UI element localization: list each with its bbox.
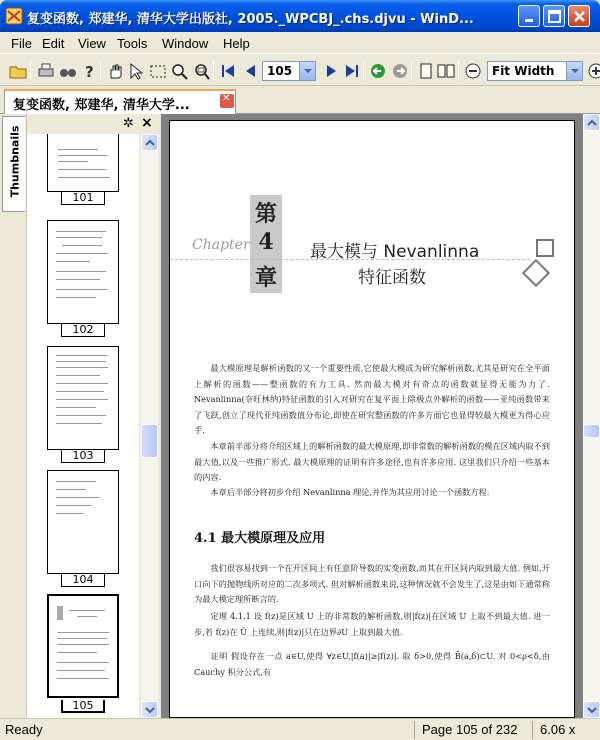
- open-folder-icon[interactable]: [8, 60, 28, 82]
- thumbnails-panel: [27, 114, 161, 718]
- thumbnail-number: 104: [61, 574, 105, 587]
- minimize-button[interactable]: [518, 5, 540, 27]
- paragraph: 本章前半部分将介绍区域上的解析函数的最大模原理,即非常数的解析函数的模在区域内取不到最大值,以及一些推广形式. 最大模原理的证明有许多途径,也有许多应用. 这里我们只介绍一些基本的内容.: [194, 441, 550, 482]
- menu-tools[interactable]: Tools: [117, 36, 148, 51]
- chapter-char: 4: [258, 229, 274, 255]
- thumbnail-number: 103: [61, 450, 105, 463]
- thumbnail-list[interactable]: [27, 134, 139, 718]
- document-tab-label: 复变函数, 郑建华, 清华大学...: [13, 98, 190, 113]
- scrollbar-thumb[interactable]: [583, 424, 600, 438]
- status-bar: [0, 718, 600, 740]
- paragraph: 定理 4.1.1 设 f(z)是区域 U 上的非常数的解析函数,则|f(z)|在区域 U 上取不到最大值. 进一步,若 f(z)在 Ū 上连续,则|f(z)|只在边界∂U 上取到最大值.: [194, 611, 550, 637]
- document-view[interactable]: [161, 114, 583, 718]
- document-page: [169, 120, 575, 718]
- thumbnail-page-101[interactable]: [47, 134, 119, 192]
- status-text: Ready: [5, 722, 43, 737]
- paragraph: 我们很容易找到一个在开区间上有任意阶导数的实变函数,而其在开区间内取到最大值. 例如,开口向下的抛物线所对应的二次多项式. 但对解析函数来说,这种情况就不会发生了,这是由如下通常称为最大模定理所断言的.: [194, 563, 550, 604]
- windjview-app-icon: [5, 7, 23, 25]
- toolbar: [0, 56, 600, 86]
- tab-thumbnails[interactable]: [2, 116, 25, 212]
- menu-bar: [0, 32, 600, 54]
- chapter-number-block: [250, 195, 282, 293]
- scrollbar-thumb[interactable]: [141, 424, 158, 458]
- maximize-button[interactable]: [543, 5, 565, 27]
- back-icon[interactable]: [368, 60, 388, 82]
- menu-file[interactable]: File: [11, 36, 32, 51]
- thumbnail-number: 101: [61, 192, 105, 205]
- tab-thumbnails-label: Thumbnails: [8, 125, 22, 198]
- zoom-out-icon[interactable]: [463, 60, 483, 82]
- chapter-title-line1: 最大模与 Nevanlinna: [310, 242, 480, 262]
- document-tab-strip: [0, 86, 600, 114]
- rect-select-icon[interactable]: [148, 60, 168, 82]
- previous-page-icon[interactable]: [240, 60, 260, 82]
- paragraph: 本章后半部分将初步介绍 Nevanlinna 理论,并作为其应用讨论一个函数方程.: [210, 487, 490, 497]
- scroll-up-icon[interactable]: [141, 134, 158, 151]
- document-scrollbar[interactable]: [583, 114, 600, 718]
- close-window-button[interactable]: [568, 5, 590, 27]
- thumbnail-page-104[interactable]: [47, 470, 119, 574]
- chevron-down-icon[interactable]: [566, 62, 582, 80]
- zoom-select[interactable]: [487, 61, 583, 81]
- thumbnail-page-102[interactable]: [47, 220, 119, 324]
- thumbnail-number: 105: [61, 700, 105, 713]
- close-tab-icon[interactable]: [220, 94, 234, 108]
- paragraph: 最大模原理是解析函数的又一个重要性质,它使最大模成为研究解析函数,尤其是研究在全平面上解析的函数——整函数的有力工具. 然而最大模对有奇点的函数就显得无能为力了. Nevanlinna(奈旺林纳)特征函数的引入对研究在复平面上除极点外解析的函数——亚纯函数带来了飞跃,创立了现代亚纯函数值分布论,即使在研究整函数的许多方面它也显得较最大模更为得心应手.: [194, 363, 550, 435]
- find-binoculars-icon[interactable]: [58, 60, 78, 82]
- decorative-diamond: [522, 259, 550, 287]
- section-heading: 4.1 最大模原理及应用: [194, 531, 326, 546]
- chapter-char: 第: [254, 201, 277, 227]
- close-panel-icon[interactable]: ×: [141, 115, 153, 131]
- chevron-down-icon[interactable]: [299, 62, 315, 80]
- scroll-up-icon[interactable]: [583, 114, 600, 131]
- thumbnails-header: [27, 114, 161, 134]
- next-page-icon[interactable]: [322, 60, 342, 82]
- help-icon[interactable]: [80, 60, 100, 82]
- print-icon[interactable]: [36, 60, 56, 82]
- menu-window[interactable]: Window: [162, 36, 209, 51]
- svg-text:?: ?: [85, 63, 94, 81]
- chapter-word: Chapter: [192, 237, 250, 253]
- single-page-icon[interactable]: [416, 60, 436, 82]
- forward-icon[interactable]: [390, 60, 410, 82]
- thumbnails-scrollbar[interactable]: [141, 134, 158, 718]
- page-number-field[interactable]: [262, 61, 316, 81]
- zoom-tool-icon[interactable]: [170, 60, 190, 82]
- zoom-value: Fit Width: [492, 64, 555, 78]
- chapter-char: 章: [254, 265, 277, 291]
- chapter-title-line2: 特征函数: [358, 268, 426, 288]
- menu-view[interactable]: View: [78, 36, 106, 51]
- facing-pages-icon[interactable]: [436, 60, 456, 82]
- zoom-in-icon[interactable]: [586, 60, 600, 82]
- decorative-square: [536, 239, 554, 257]
- menu-edit[interactable]: Edit: [42, 36, 65, 51]
- first-page-icon[interactable]: [218, 60, 238, 82]
- document-tab[interactable]: [4, 89, 236, 114]
- status-page: Page 105 of 232: [422, 722, 518, 737]
- paragraph: 证明 假设存在一点 a∈U,使得 ∀z∈U,|f(a)|≥|f(z)|. 取 δ>0,使得 B̄(a,δ)⊂U. 对 0<ρ<δ,由 Cauchy 积分公式,有: [194, 651, 550, 677]
- hand-tool-icon[interactable]: [106, 60, 126, 82]
- page-number-value: 105: [267, 64, 293, 78]
- thumbnail-page-103[interactable]: [47, 346, 119, 450]
- window-title: 复变函数, 郑建华, 清华大学出版社, 2005._WPCBJ_.chs.djvu - WinD...: [27, 12, 474, 27]
- last-page-icon[interactable]: [342, 60, 362, 82]
- menu-help[interactable]: Help: [223, 36, 250, 51]
- status-page-size: 6.06 x: [540, 722, 576, 737]
- zoom-rect-icon[interactable]: [192, 60, 212, 82]
- gear-icon[interactable]: ✲: [123, 116, 134, 131]
- sidebar-tab-strip: [0, 114, 27, 718]
- title-bar[interactable]: [0, 0, 600, 32]
- select-tool-icon[interactable]: [128, 60, 148, 82]
- scroll-down-icon[interactable]: [141, 701, 158, 718]
- thumbnail-page-105[interactable]: [47, 594, 119, 698]
- thumbnail-number: 102: [61, 324, 105, 337]
- scroll-down-icon[interactable]: [583, 701, 600, 718]
